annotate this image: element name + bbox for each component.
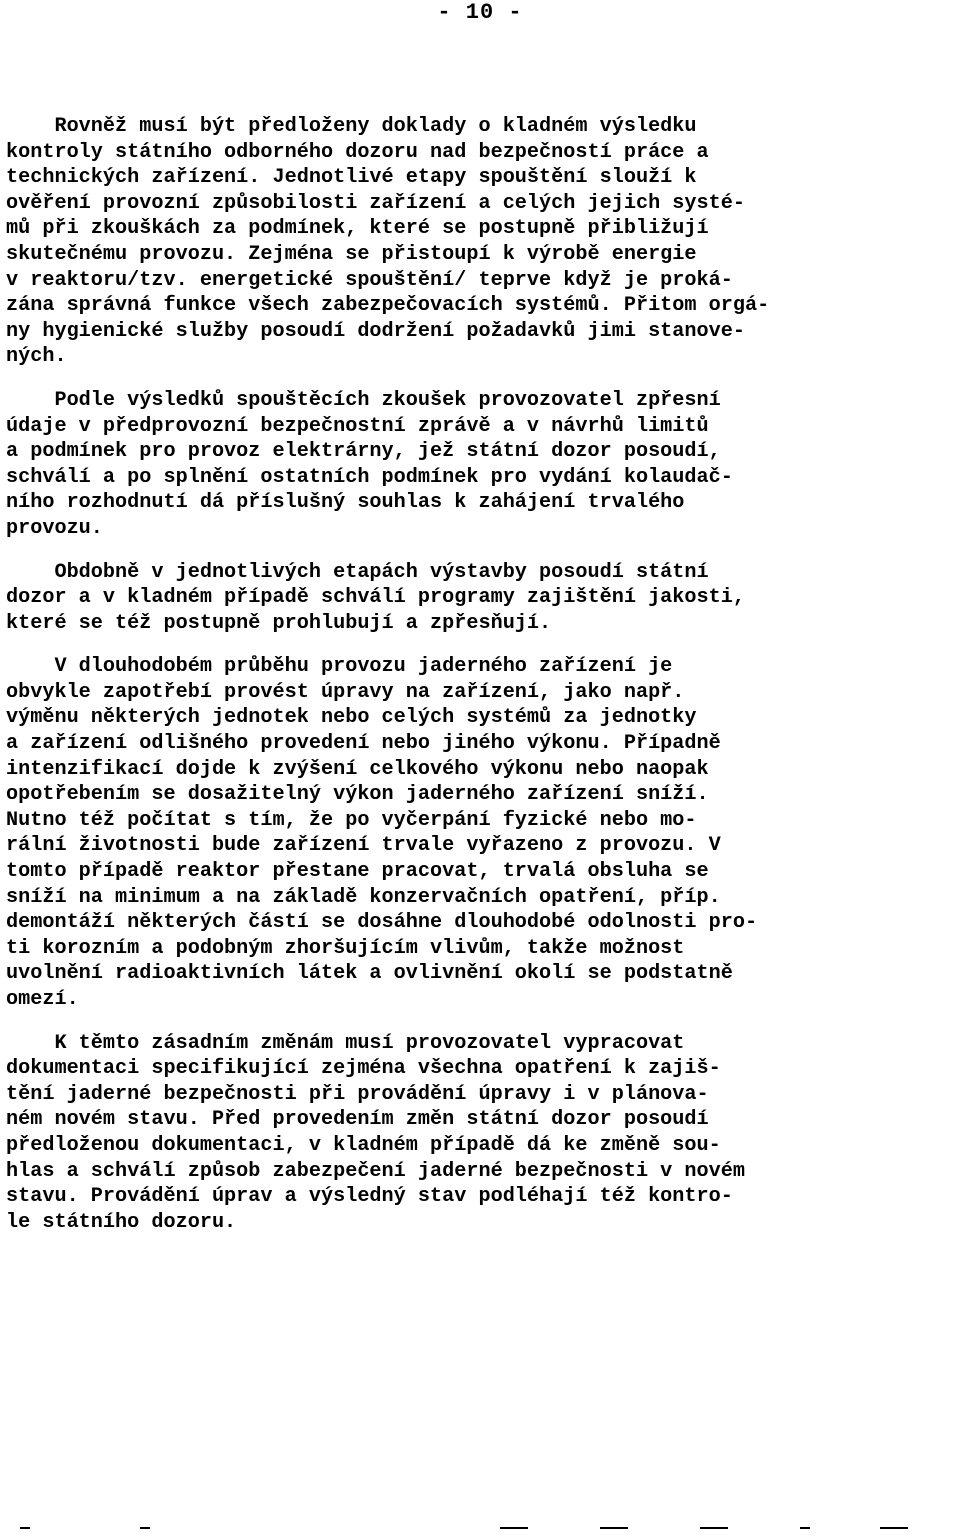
text-line: které se též postupně prohlubují a zpřesňují.: [6, 611, 552, 635]
text-line: stavu. Provádění úprav a výsledný stav podléhají též kontro-: [6, 1185, 733, 1209]
text-line: zána správná funkce všech zabezpečovacích systémů. Přitom orgá-: [6, 294, 770, 318]
text-line: dozor a v kladném případě schválí programy zajištění jakosti,: [6, 586, 745, 610]
text-line: opotřebením se dosažitelný výkon jaderného zařízení sníží.: [6, 783, 709, 807]
text-line: technických zařízení. Jednotlivé etapy spouštění slouží k: [6, 166, 697, 190]
text-line: omezí.: [6, 988, 79, 1011]
text-line: ných.: [6, 345, 67, 369]
text-line: demontáží některých částí se dosáhne dlouhodobé odolnosti pro-: [6, 911, 758, 935]
paragraph: [6, 560, 954, 637]
text-line: a zařízení odlišného provedení nebo jiného výkonu. Případně: [6, 732, 721, 756]
text-line: ního rozhodnutí dá příslušný souhlas k zahájení trvalého: [6, 491, 685, 515]
text-line: le státního dozoru.: [6, 1210, 237, 1234]
paragraph: [6, 114, 954, 370]
text-line: kontroly státního odborného dozoru nad bezpečností práce a: [6, 140, 709, 164]
text-line: mů při zkouškách za podmínek, které se postupně přibližují: [6, 217, 709, 241]
text-line: K těmto zásadním změnám musí provozovatel vypracovat: [6, 1031, 685, 1055]
paragraph: [6, 1031, 954, 1236]
text-line: obvykle zapotřebí provést úpravy na zařízení, jako např.: [6, 680, 685, 704]
text-line: ny hygienické služby posoudí dodržení požadavků jimi stanove-: [6, 319, 745, 343]
text-line: schválí a po splnění ostatních podmínek pro vydání kolaudač-: [6, 465, 733, 489]
text-line: tomto případě reaktor přestane pracovat, trvalá obsluha se: [6, 860, 709, 884]
text-line: ověření provozní způsobilosti zařízení a celých jejich systé-: [6, 191, 745, 215]
text-line: hlas a schválí způsob zabezpečení jaderné bezpečnosti v novém: [6, 1159, 745, 1183]
text-line: V dlouhodobém průběhu provozu jaderného zařízení je: [6, 655, 673, 679]
text-line: skutečnému provozu. Zejména se přistoupí k výrobě energie: [6, 242, 697, 266]
text-line: v reaktoru/tzv. energetické spouštění/ teprve když je proká-: [6, 268, 733, 292]
text-line: provozu.: [6, 516, 103, 540]
text-line: ti korozním a podobným zhoršujícím vlivům, takže možnost: [6, 936, 685, 960]
text-line: a podmínek pro provoz elektrárny, jež státní dozor posoudí,: [6, 440, 721, 464]
footer-scan-marks: [0, 1527, 960, 1531]
text-line: tění jaderné bezpečnosti při provádění úpravy i v plánova-: [6, 1082, 709, 1106]
scan-mark: [500, 1527, 528, 1529]
scan-mark: [700, 1527, 728, 1529]
text-line: Obdobně v jednotlivých etapách výstavby posoudí státní: [6, 560, 709, 584]
text-line: intenzifikací dojde k zvýšení celkového výkonu nebo naopak: [6, 757, 709, 781]
paragraph: [6, 388, 954, 542]
text-line: Nutno též počítat s tím, že po vyčerpání fyzické nebo mo-: [6, 808, 697, 832]
scan-mark: [600, 1527, 628, 1529]
text-line: uvolnění radioaktivních látek a ovlivnění okolí se podstatně: [6, 962, 733, 986]
scan-mark: [20, 1527, 30, 1529]
text-line: sníží na minimum a na základě konzervačních opatření, příp.: [6, 885, 721, 909]
scan-mark: [880, 1527, 908, 1529]
text-line: dokumentaci specifikující zejména všechna opatření k zajiš-: [6, 1057, 721, 1081]
text-line: Rovněž musí být předloženy doklady o kladném výsledku: [6, 115, 697, 138]
scan-mark: [800, 1527, 810, 1529]
page-number: - 10 -: [437, 0, 523, 25]
text-line: rální životnosti bude zařízení trvale vyřazeno z provozu. V: [6, 834, 721, 858]
text-line: Podle výsledků spouštěcích zkoušek provozovatel zpřesní: [6, 388, 721, 412]
text-line: ném novém stavu. Před provedením změn státní dozor posoudí: [6, 1108, 709, 1132]
text-line: výměnu některých jednotek nebo celých systémů za jednotky: [6, 706, 697, 730]
text-line: předloženou dokumentaci, v kladném případě dá ke změně sou-: [6, 1133, 721, 1157]
document-body: [6, 114, 954, 1235]
scan-mark: [140, 1527, 150, 1529]
paragraph: [6, 654, 954, 1012]
text-line: údaje v předprovozní bezpečnostní zprávě a v návrhů limitů: [6, 414, 709, 438]
